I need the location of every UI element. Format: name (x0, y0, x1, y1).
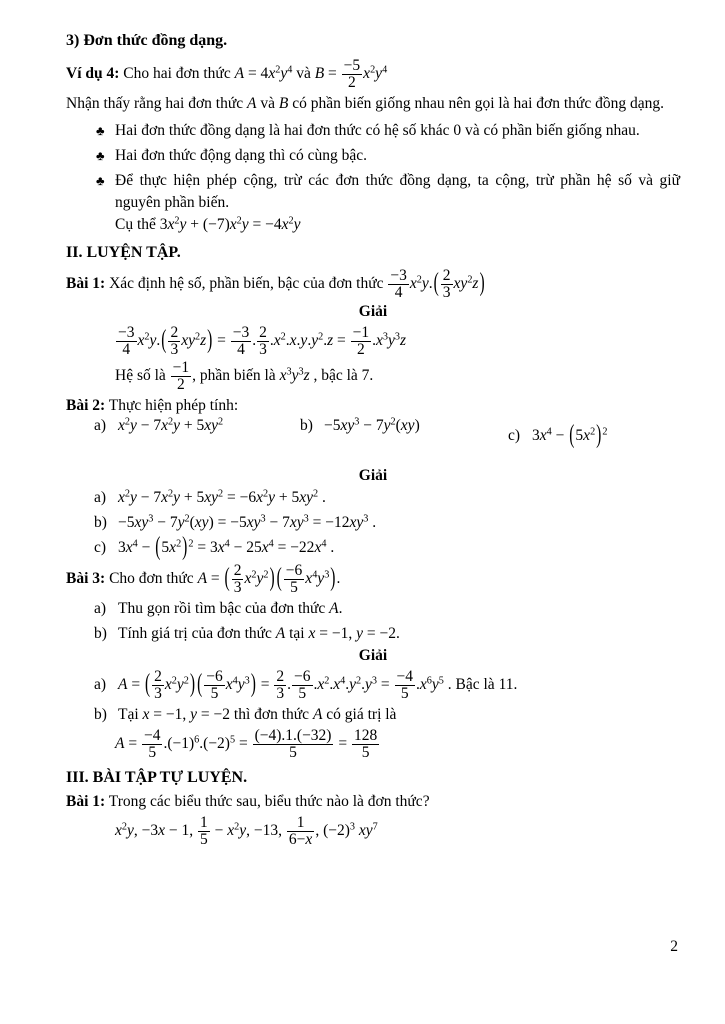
bullet-text (115, 172, 680, 211)
big-paren: ) (182, 532, 188, 562)
math-fragment (170, 359, 193, 393)
superscript: 2 (280, 331, 286, 343)
text-fragment: Thực hiện phép tính: (105, 397, 239, 414)
text-fragment: Cho đơn thức (105, 570, 198, 588)
text-fragment: có phần biến giống nhau nên gọi là hai đơn thức đồng dạng. (288, 95, 664, 112)
heading-line (66, 30, 680, 52)
text-line (66, 563, 680, 596)
page-number: 2 (670, 938, 678, 955)
solution-item (66, 487, 680, 509)
superscript: 2 (251, 569, 257, 581)
text-fragment: tại (285, 625, 309, 642)
big-paren: ) (189, 669, 196, 699)
text-fragment: . (326, 539, 335, 556)
text-fragment: Tại (118, 706, 143, 723)
superscript: 2 (121, 821, 127, 833)
text-fragment: thì đơn thức (230, 706, 313, 723)
math-fragment: A (312, 706, 323, 723)
text-fragment: . Bậc là 11. (443, 676, 518, 694)
big-paren: ( (155, 532, 161, 562)
text-fragment: có giá trị là (322, 706, 397, 723)
superscript: 3 (324, 569, 330, 581)
superscript: 4 (287, 64, 293, 76)
superscript: 2 (263, 569, 269, 581)
club-bullet-icon: ♣ (96, 148, 105, 163)
superscript: 4 (232, 675, 238, 687)
text-fragment: Bài 1: (66, 275, 106, 293)
fraction: $\frac{2}{3}$ (170, 324, 179, 358)
fraction: $\frac{2}{3}$ (276, 668, 285, 702)
superscript: 2 (168, 488, 174, 500)
superscript: 2 (313, 488, 319, 500)
superscript: 2 (318, 331, 324, 343)
math-fragment: A = ( $\frac{2}{3}$ $x^2y^2$) ( $\frac{-6}{5}$ $x^4y^3$). (197, 562, 341, 596)
math-fragment: A = ( $\frac{2}{3}$ $x^2y^2$) ( $\frac{-6}{5}$ $x^4y^3$) = $\frac{2}{3}$ . $\frac{-6}{5}$ $.x^2.x^4.y^2.y^3$ = $\frac{-4}{5}$ $.x^6y^5$ (118, 668, 444, 702)
text-fragment: 3) Đơn thức đồng dạng. (66, 32, 228, 49)
superscript: 4 (268, 538, 274, 550)
math-fragment: $-5xy^3 - 7y^2(xy) = -5xy^3 - 7xy^3 = -12xy^3$ (118, 513, 369, 531)
superscript: 3 (303, 513, 309, 525)
text-fragment: Bài 2: (66, 397, 106, 414)
item-label: b) (94, 514, 107, 531)
superscript: 2 (467, 274, 473, 286)
item-label: a) (94, 600, 107, 617)
exercise-cell (508, 420, 608, 450)
superscript: 5 (229, 734, 236, 746)
math-fragment: A (329, 600, 339, 617)
superscript: 4 (546, 426, 552, 438)
text-fragment: Hai đơn thức đồng dạng là hai đơn thức có hệ số khác 0 và có phần biến giống nhau. (115, 122, 640, 139)
text-line (66, 268, 680, 301)
math-fragment: $A = 4x^2y^4$ (234, 64, 293, 83)
text-fragment: III. BÀI TẬP TỰ LUYỆN. (66, 769, 248, 786)
text-fragment: Hệ số là (115, 367, 170, 385)
solution-item (66, 669, 680, 702)
superscript: 4 (382, 64, 388, 76)
text-fragment: Trong các biểu thức sau, biểu thức nào là đơn thức? (105, 793, 430, 810)
superscript: 3 (148, 513, 154, 525)
text-fragment: Thu gọn rồi tìm bậc của đơn thức (118, 600, 330, 617)
fraction: $\frac{-3}{4}$ (390, 267, 407, 301)
text-fragment: Giải (358, 467, 388, 484)
superscript: 2 (168, 416, 174, 428)
text-fragment: Tính giá trị của đơn thức (118, 625, 276, 642)
heading-line (66, 767, 680, 789)
text-fragment: , phần biến là (192, 367, 280, 385)
math-fragment: B (278, 95, 289, 112)
club-bullet-icon: ♣ (96, 123, 105, 138)
text-line (66, 58, 680, 91)
exercise-cell (94, 417, 223, 435)
superscript: 2 (416, 274, 422, 286)
indented-line (66, 815, 680, 848)
text-fragment: Bài 1: (66, 793, 106, 810)
indented-line (66, 214, 680, 236)
solution-item (66, 623, 680, 645)
fraction: $\frac{(-4).1.(-32)}{5}$ (254, 727, 332, 761)
text-fragment: Bài 3: (66, 570, 106, 588)
item-label: a) (94, 417, 107, 434)
superscript: 2 (176, 538, 182, 550)
big-paren: ( (197, 669, 203, 699)
exercise-row (66, 417, 680, 465)
superscript: 3 (349, 821, 355, 833)
superscript: 2 (288, 215, 294, 227)
math-fragment: $\frac{-3}{4}$ $x^2y$.( $\frac{2}{3}$ $xy^2z$) = $\frac{-3}{4}$ . $\frac{2}{3}$ $.x^2.x.y.y^2.z$ = $\frac{-1}{2}$ $.x^3y^3z$ (118, 324, 407, 358)
giai-heading (66, 645, 680, 667)
big-paren: ) (330, 563, 336, 593)
item-content (118, 600, 343, 617)
text-fragment: Xác định hệ số, phần biến, bậc của đơn thức (105, 275, 388, 293)
math-fragment: $x^2y$, −3x − 1, $\frac{1}{5}$ − $x^2y$, −13, $\frac{1}{6-x}$ , $(-2)^3$ $xy^7$ (115, 814, 378, 848)
bullet-item (66, 170, 680, 214)
fraction: $\frac{-6}{5}$ (206, 668, 223, 702)
superscript: 2 (236, 215, 242, 227)
superscript: 2 (218, 416, 224, 428)
text-fragment: . (318, 489, 326, 506)
big-paren: ( (144, 669, 151, 699)
math-fragment: $3x^2y + (-7)x^2y = -4x^2y$ (159, 215, 301, 233)
text-fragment: Ví dụ 4: (66, 65, 120, 83)
text-fragment: Hai đơn thức động dạng thì có cùng bậc. (115, 147, 368, 164)
solution-item (66, 532, 680, 562)
superscript: 2 (124, 416, 130, 428)
big-paren: ) (269, 563, 275, 593)
exercise-cell (300, 417, 420, 435)
fraction: $\frac{-5}{2}$ (343, 57, 361, 91)
item-content (118, 532, 335, 562)
big-paren: ( (276, 563, 282, 593)
superscript: 3 (244, 675, 250, 687)
bullet-text (115, 122, 640, 139)
item-content (118, 625, 400, 642)
superscript: 4 (132, 538, 138, 550)
text-fragment: Cho hai đơn thức (119, 65, 235, 83)
superscript: 4 (312, 569, 318, 581)
big-paren: ) (596, 420, 602, 450)
text-fragment: và (292, 65, 315, 83)
bullet-text (115, 147, 367, 164)
superscript: 2 (144, 331, 150, 343)
indented-line (66, 360, 680, 393)
item-label: b) (300, 417, 313, 434)
superscript: 3 (354, 416, 360, 428)
indented-line (66, 325, 680, 358)
text-fragment: , bậc là 7. (309, 367, 374, 385)
item-label: b) (94, 625, 107, 642)
superscript: 2 (590, 426, 596, 438)
math-fragment: $-5xy^3 - 7y^2(xy)$ (324, 416, 420, 434)
item-content (118, 668, 518, 702)
superscript: 4 (224, 538, 230, 550)
giai-heading (66, 301, 680, 323)
superscript: 2 (275, 64, 281, 76)
document-content (66, 30, 680, 848)
bullet-item (66, 145, 680, 167)
text-fragment: Giải (358, 303, 388, 320)
text-fragment: . (338, 600, 343, 617)
superscript: 3 (394, 331, 400, 343)
club-bullet-icon: ♣ (96, 173, 105, 188)
fraction: $\frac{-1}{2}$ (172, 359, 190, 393)
item-label: b) (94, 706, 107, 723)
superscript: 3 (363, 513, 369, 525)
superscript: 2 (370, 64, 376, 76)
superscript: 2 (171, 675, 177, 687)
superscript: 7 (372, 821, 378, 833)
text-fragment: Cụ thể (115, 216, 160, 233)
big-paren: ) (250, 669, 256, 699)
paragraph (66, 93, 680, 115)
superscript: 3 (286, 366, 292, 378)
text-fragment: II. LUYỆN TẬP. (66, 244, 181, 261)
text-fragment: và (256, 95, 279, 112)
text-fragment: . (396, 625, 400, 642)
fraction: $\frac{-3}{4}$ (232, 324, 250, 358)
superscript: 2 (194, 331, 201, 343)
math-fragment: B = $\frac{-5}{2}$ $x^2y^4$ (314, 57, 388, 91)
math-fragment: $3x^4 - (5x^2)^2$ (532, 420, 608, 450)
item-label: a) (94, 489, 107, 506)
fraction: $\frac{2}{3}$ (259, 324, 267, 358)
fraction: $\frac{-4}{5}$ (143, 727, 161, 761)
math-fragment: $x^2y - 7x^2y + 5xy^2$ (118, 416, 224, 434)
superscript: 2 (174, 215, 180, 227)
item-content (118, 706, 396, 723)
item-label: a) (94, 676, 107, 694)
text-fragment: Giải (358, 647, 388, 664)
fraction: $\frac{-6}{5}$ (285, 562, 303, 596)
math-fragment: x = −1, y = −2 (308, 625, 396, 642)
superscript: 2 (324, 675, 330, 687)
fraction: $\frac{1}{6-x}$ (288, 814, 313, 848)
superscript: 2 (184, 513, 190, 525)
math-fragment: x = −1, y = −2 (142, 706, 231, 723)
solution-item (66, 704, 680, 726)
solution-item (66, 598, 680, 620)
text-fragment: Nhận thấy rằng hai đơn thức (66, 95, 248, 112)
fraction: $\frac{-1}{2}$ (352, 324, 370, 358)
fraction: $\frac{1}{5}$ (200, 814, 208, 848)
big-paren: ) (479, 268, 485, 298)
superscript: 4 (321, 538, 327, 550)
superscript: 2 (234, 821, 240, 833)
superscript: 2 (390, 416, 396, 428)
fraction: $\frac{2}{3}$ (233, 562, 242, 596)
superscript: 2 (263, 488, 269, 500)
superscript: 2 (183, 675, 189, 687)
big-paren: ( (161, 325, 167, 355)
big-paren: ( (569, 420, 575, 450)
superscript: 6 (194, 734, 200, 746)
math-fragment: $x^3y^3z$ (279, 366, 310, 385)
superscript: 2 (218, 488, 224, 500)
big-paren: ( (224, 563, 230, 593)
superscript: 6 (426, 675, 432, 687)
text-line (66, 395, 680, 417)
fraction: $\frac{-4}{5}$ (396, 668, 414, 702)
math-fragment: $3x^4 - (5x^2)^2 = 3x^4 - 25x^4 = -22x^4$ (118, 539, 326, 556)
math-fragment: $\frac{-3}{4}$ $x^2y$.( $\frac{2}{3}$ $xy^2z$) (390, 267, 485, 301)
indented-line (66, 728, 680, 761)
giai-heading (66, 465, 680, 487)
superscript: 2 (124, 488, 130, 500)
math-fragment: A (247, 95, 257, 112)
superscript: 2 (602, 426, 608, 438)
text-fragment: Để thực hiện phép cộng, trừ các đơn thức đồng dạng, ta cộng, trừ phần hệ số và giữ nguyên phần biến. (115, 172, 680, 211)
big-paren: ( (433, 268, 439, 298)
fraction: $\frac{128}{5}$ (353, 727, 378, 761)
math-fragment: A = $\frac{-4}{5}$ $.(-1)^6.(-2)^5$ = $\frac{(-4).1.(-32)}{5}$ = $\frac{128}{5}$ (115, 727, 378, 761)
math-fragment: A (275, 625, 286, 642)
text-fragment: . (368, 514, 377, 531)
superscript: 2 (356, 675, 362, 687)
superscript: 3 (382, 331, 388, 343)
superscript: 3 (260, 513, 266, 525)
math-fragment: $x^2y - 7x^2y + 5xy^2 = -6x^2y + 5xy^2$ (118, 488, 319, 506)
item-content (118, 489, 326, 506)
superscript: 2 (188, 538, 194, 550)
fraction: $\frac{2}{3}$ (442, 267, 451, 301)
superscript: 4 (340, 675, 346, 687)
text-line (66, 791, 680, 813)
fraction: $\frac{-6}{5}$ (294, 668, 311, 702)
superscript: 5 (438, 675, 444, 687)
heading-line (66, 242, 680, 264)
superscript: 3 (371, 675, 378, 687)
bullet-item (66, 120, 680, 142)
item-label: c) (94, 539, 107, 556)
fraction: $\frac{-3}{4}$ (118, 324, 135, 358)
item-label: c) (508, 427, 521, 444)
superscript: 3 (298, 366, 304, 378)
big-paren: ) (207, 325, 213, 355)
fraction: $\frac{2}{3}$ (154, 668, 162, 702)
